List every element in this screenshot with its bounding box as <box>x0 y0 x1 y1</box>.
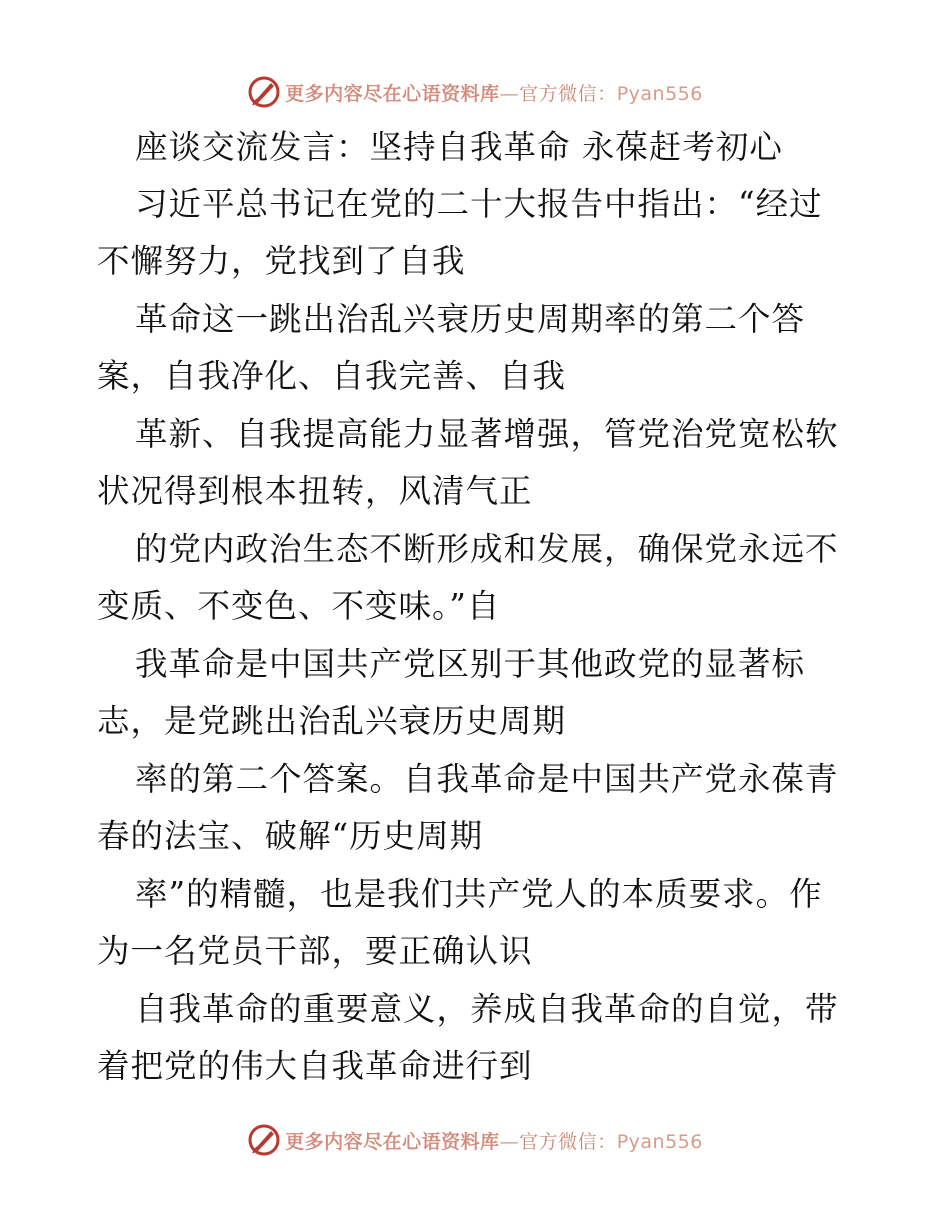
text-line: 革新、自我提高能力显著增强，管党治党宽松软 <box>135 415 839 453</box>
document-title: 座谈交流发言：坚持自我革命 永葆赶考初心 <box>135 128 783 166</box>
text-line: 率”的精髓，也是我们共产党人的本质要求。作 <box>135 875 823 913</box>
banner-separator: — <box>499 82 520 105</box>
text-line: 的党内政治生态不断形成和发展，确保党永远不 <box>135 530 839 568</box>
text-line: 为一名党员干部，要正确认识 <box>97 932 533 970</box>
text-line: 不懈努力，党找到了自我 <box>97 242 466 280</box>
text-line: 志，是党跳出治乱兴衰历史周期 <box>97 702 567 740</box>
header-banner <box>0 72 950 112</box>
banner-text <box>285 79 703 106</box>
text-line: 状况得到根本扭转，风清气正 <box>97 472 533 510</box>
text-line: 习近平总书记在党的二十大报告中指出：“经过 <box>135 185 823 223</box>
banner-wechat-id: Pyan556 <box>616 1130 703 1153</box>
banner-wechat-label: 官方微信： <box>519 82 617 105</box>
banner-wechat-label: 官方微信： <box>519 1130 617 1153</box>
text-line: 着把党的伟大自我革命进行到 <box>97 1047 533 1085</box>
banner-wechat-id: Pyan556 <box>616 82 703 105</box>
quill-logo-icon <box>247 1123 281 1157</box>
banner-separator: — <box>499 1130 520 1153</box>
text-line: 革命这一跳出治乱兴衰历史周期率的第二个答 <box>135 300 806 338</box>
quill-logo-icon <box>247 75 281 109</box>
footer-banner <box>0 1120 950 1160</box>
banner-title: 更多内容尽在心语资料库 <box>285 1130 500 1153</box>
banner-title: 更多内容尽在心语资料库 <box>285 82 500 105</box>
text-line: 变质、不变色、不变味。”自 <box>97 587 501 625</box>
text-line: 春的法宝、破解“历史周期 <box>97 817 484 855</box>
banner-text <box>285 1127 703 1154</box>
text-line: 自我革命的重要意义，养成自我革命的自觉，带 <box>135 990 839 1028</box>
text-line: 案，自我净化、自我完善、自我 <box>97 357 567 395</box>
text-line: 我革命是中国共产党区别于其他政党的显著标 <box>135 645 806 683</box>
text-line: 率的第二个答案。自我革命是中国共产党永葆青 <box>135 760 839 798</box>
